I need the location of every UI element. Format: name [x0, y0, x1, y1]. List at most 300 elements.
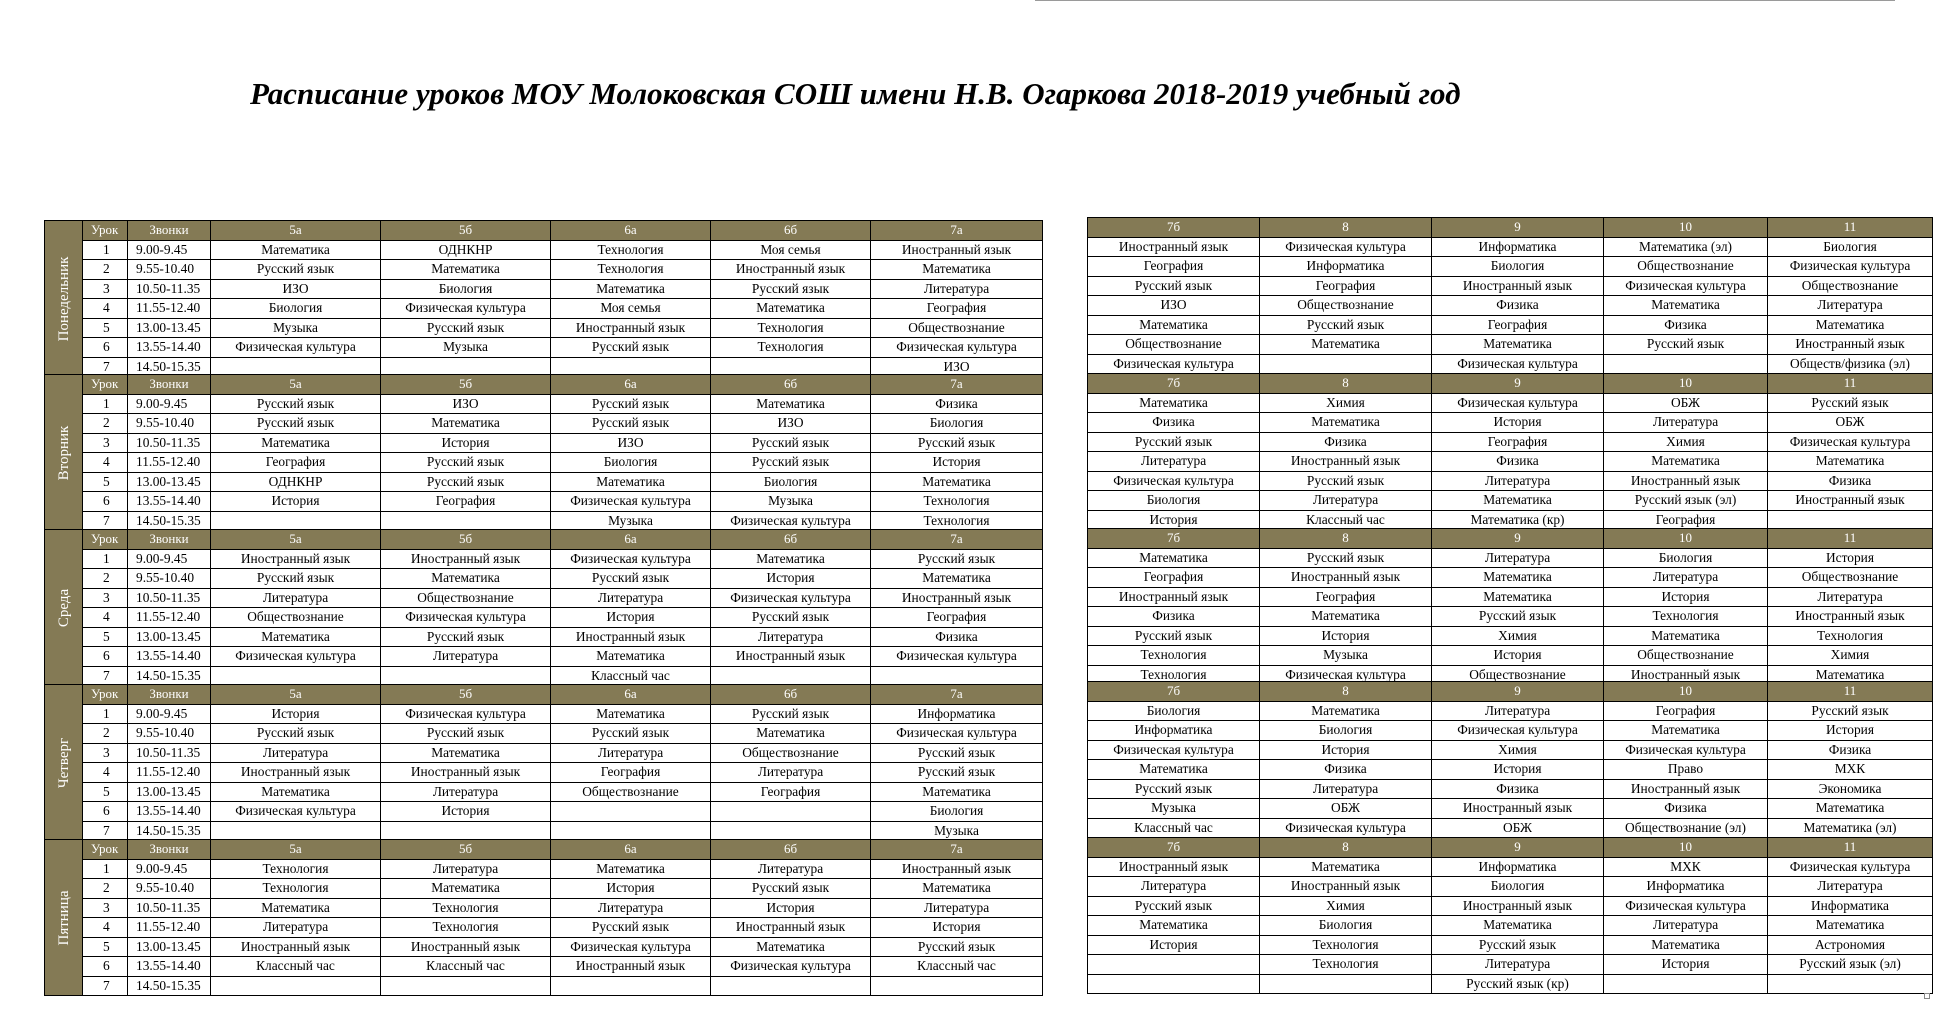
subject-cell — [1260, 974, 1432, 994]
column-header: 9 — [1432, 218, 1604, 238]
subject-cell: Иностранный язык — [1432, 896, 1604, 916]
schedule-table-left-day-3 — [44, 529, 1043, 686]
lesson-number: 5 — [83, 472, 128, 492]
header-row — [1088, 374, 1933, 394]
lesson-row — [1088, 315, 1933, 335]
column-header: Звонки — [128, 685, 211, 705]
subject-cell: Физическая культура — [1260, 665, 1432, 685]
subject-cell: Физическая культура — [871, 647, 1043, 667]
subject-cell: Русский язык — [711, 608, 871, 628]
lesson-row — [1088, 877, 1933, 897]
subject-cell: Физическая культура — [871, 724, 1043, 744]
subject-cell: Технология — [871, 511, 1043, 531]
lesson-number: 3 — [83, 279, 128, 299]
subject-cell: Иностранный язык — [381, 549, 551, 569]
lesson-number: 6 — [83, 492, 128, 512]
subject-cell: Информатика — [1088, 721, 1260, 741]
column-header: Звонки — [128, 840, 211, 860]
subject-cell: Обществознание — [1604, 646, 1768, 666]
subject-cell: Иностранный язык — [551, 627, 711, 647]
subject-cell: Иностранный язык — [551, 318, 711, 338]
subject-cell: Иностранный язык — [1432, 276, 1604, 296]
subject-cell: Обществознание (эл) — [1604, 818, 1768, 838]
subject-cell: Технология — [1768, 626, 1933, 646]
lesson-row — [45, 260, 1043, 280]
subject-cell: Физическая культура — [1768, 857, 1933, 877]
subject-cell: Математика (эл) — [1604, 237, 1768, 257]
subject-cell: География — [1260, 587, 1432, 607]
lesson-row — [1088, 955, 1933, 975]
subject-cell: Технология — [1604, 607, 1768, 627]
subject-cell: ОБЖ — [1604, 393, 1768, 413]
header-row — [1088, 218, 1933, 238]
subject-cell: Литература — [711, 627, 871, 647]
subject-cell: ИЗО — [211, 279, 381, 299]
column-header: Звонки — [128, 530, 211, 550]
subject-cell: Русский язык — [1604, 335, 1768, 355]
subject-cell: Физическая культура — [1432, 354, 1604, 374]
subject-cell: История — [1768, 721, 1933, 741]
subject-cell: История — [1088, 935, 1260, 955]
subject-cell — [1088, 974, 1260, 994]
subject-cell: Математика — [1432, 491, 1604, 511]
subject-cell: Математика — [871, 782, 1043, 802]
header-row — [1088, 838, 1933, 858]
lesson-row — [45, 898, 1043, 918]
column-header: 7а — [871, 375, 1043, 395]
lesson-row — [45, 549, 1043, 569]
subject-cell: Технология — [1260, 955, 1432, 975]
subject-cell: Литература — [1604, 916, 1768, 936]
subject-cell: Биология — [211, 299, 381, 319]
bell-time: 10.50-11.35 — [128, 433, 211, 453]
lesson-row — [45, 569, 1043, 589]
bell-time: 10.50-11.35 — [128, 743, 211, 763]
subject-cell: Биология — [1088, 491, 1260, 511]
column-header: 7а — [871, 840, 1043, 860]
subject-cell: Информатика — [1432, 237, 1604, 257]
column-header: 5б — [381, 530, 551, 550]
column-header: 7а — [871, 685, 1043, 705]
subject-cell: Математика — [871, 472, 1043, 492]
column-header: 6а — [551, 530, 711, 550]
subject-cell: Физическая культура — [1768, 257, 1933, 277]
subject-cell: Литература — [1260, 491, 1432, 511]
subject-cell: Русский язык — [871, 743, 1043, 763]
subject-cell: Литература — [551, 743, 711, 763]
column-header: 7а — [871, 221, 1043, 241]
column-header: 7б — [1088, 218, 1260, 238]
subject-cell: Иностранный язык — [1260, 568, 1432, 588]
subject-cell: Математика — [211, 433, 381, 453]
lesson-number: 2 — [83, 879, 128, 899]
column-header: Урок — [83, 685, 128, 705]
subject-cell: Русский язык — [871, 937, 1043, 957]
schedule-table-right-day-1 — [1087, 217, 1933, 374]
subject-cell: Информатика — [1260, 257, 1432, 277]
subject-cell: Литература — [381, 647, 551, 667]
bell-time: 11.55-12.40 — [128, 299, 211, 319]
column-header: 6б — [711, 530, 871, 550]
subject-cell: Физика — [1604, 799, 1768, 819]
subject-cell: Математика — [1768, 799, 1933, 819]
subject-cell: Физическая культура — [381, 299, 551, 319]
lesson-row — [1088, 740, 1933, 760]
bell-time: 14.50-15.35 — [128, 357, 211, 377]
lesson-row — [45, 743, 1043, 763]
bell-time: 9.00-9.45 — [128, 859, 211, 879]
subject-cell: Физическая культура — [711, 511, 871, 531]
subject-cell: Математика — [1604, 626, 1768, 646]
lesson-row — [1088, 276, 1933, 296]
column-header: 5а — [211, 221, 381, 241]
subject-cell: Математика — [1768, 315, 1933, 335]
subject-cell: Иностранный язык — [1768, 491, 1933, 511]
subject-cell: Математика — [871, 569, 1043, 589]
subject-cell: Музыка — [381, 338, 551, 358]
subject-cell: Иностранный язык — [1260, 452, 1432, 472]
subject-cell: Информатика — [1604, 877, 1768, 897]
subject-cell: Математика — [871, 879, 1043, 899]
subject-cell: Физическая культура — [1432, 721, 1604, 741]
subject-cell: Физика — [871, 394, 1043, 414]
subject-cell: Математика — [1088, 760, 1260, 780]
subject-cell: Иностранный язык — [551, 957, 711, 977]
subject-cell: Технология — [551, 240, 711, 260]
subject-cell: Информатика — [871, 704, 1043, 724]
subject-cell: Литература — [1088, 452, 1260, 472]
subject-cell: Технология — [1260, 935, 1432, 955]
subject-cell: Обществознание — [211, 608, 381, 628]
lesson-number: 5 — [83, 627, 128, 647]
subject-cell: Физика — [1432, 779, 1604, 799]
header-row — [1088, 682, 1933, 702]
lesson-row — [45, 704, 1043, 724]
subject-cell: Русский язык — [1260, 548, 1432, 568]
subject-cell: История — [1432, 760, 1604, 780]
lesson-row — [1088, 510, 1933, 530]
bell-time: 13.00-13.45 — [128, 782, 211, 802]
lesson-row — [1088, 296, 1933, 316]
bell-time: 14.50-15.35 — [128, 976, 211, 996]
subject-cell: Технология — [711, 338, 871, 358]
lesson-row — [45, 763, 1043, 783]
subject-cell — [551, 802, 711, 822]
subject-cell: Иностранный язык — [871, 859, 1043, 879]
page-title: Расписание уроков МОУ Молоковская СОШ имени Н.В. Огаркова 2018-2019 учебный год — [250, 76, 1461, 111]
subject-cell: Физическая культура — [1768, 432, 1933, 452]
subject-cell — [871, 666, 1043, 686]
schedule-table-right-day-4 — [1087, 681, 1933, 838]
subject-cell: Физическая культура — [871, 338, 1043, 358]
subject-cell — [711, 976, 871, 996]
subject-cell: Биология — [551, 453, 711, 473]
subject-cell: Математика — [1088, 548, 1260, 568]
subject-cell: Физическая культура — [1260, 237, 1432, 257]
lesson-row — [1088, 974, 1933, 994]
subject-cell: Математика — [381, 569, 551, 589]
bell-time: 11.55-12.40 — [128, 453, 211, 473]
subject-cell: Математика — [1604, 721, 1768, 741]
lesson-row — [45, 279, 1043, 299]
subject-cell: Физика — [1088, 607, 1260, 627]
subject-cell: Технология — [1088, 665, 1260, 685]
column-header: 6а — [551, 221, 711, 241]
subject-cell: Математика — [551, 279, 711, 299]
column-header: 6а — [551, 685, 711, 705]
subject-cell: Литература — [381, 782, 551, 802]
day-label: Вторник — [55, 425, 72, 480]
subject-cell: Русский язык — [871, 763, 1043, 783]
column-header: 10 — [1604, 682, 1768, 702]
subject-cell: Моя семья — [711, 240, 871, 260]
lesson-row — [1088, 626, 1933, 646]
bell-time: 11.55-12.40 — [128, 763, 211, 783]
lesson-number: 6 — [83, 957, 128, 977]
subject-cell — [1768, 510, 1933, 530]
subject-cell: Литература — [711, 859, 871, 879]
subject-cell: История — [711, 569, 871, 589]
lesson-row — [45, 338, 1043, 358]
subject-cell: Физическая культура — [381, 704, 551, 724]
bell-time: 9.55-10.40 — [128, 260, 211, 280]
subject-cell: География — [551, 763, 711, 783]
lesson-row — [45, 859, 1043, 879]
subject-cell: Экономика — [1768, 779, 1933, 799]
lesson-number: 4 — [83, 453, 128, 473]
day-cell — [45, 221, 83, 377]
subject-cell: История — [711, 898, 871, 918]
subject-cell: Литература — [1260, 779, 1432, 799]
subject-cell: Музыка — [1088, 799, 1260, 819]
subject-cell: Химия — [1260, 393, 1432, 413]
subject-cell: Математика — [711, 394, 871, 414]
subject-cell — [381, 976, 551, 996]
subject-cell: Иностранный язык — [1604, 779, 1768, 799]
subject-cell — [211, 821, 381, 841]
bell-time: 13.00-13.45 — [128, 627, 211, 647]
lesson-row — [45, 879, 1043, 899]
bell-time: 9.00-9.45 — [128, 240, 211, 260]
subject-cell: Биология — [1260, 721, 1432, 741]
subject-cell: География — [1432, 432, 1604, 452]
subject-cell: Музыка — [711, 492, 871, 512]
bell-time: 10.50-11.35 — [128, 588, 211, 608]
day-cell — [45, 375, 83, 531]
subject-cell: Физическая культура — [1088, 471, 1260, 491]
subject-cell: Русский язык — [1088, 779, 1260, 799]
lesson-row — [45, 724, 1043, 744]
bell-time: 13.00-13.45 — [128, 318, 211, 338]
lesson-row — [45, 957, 1043, 977]
column-header: 10 — [1604, 374, 1768, 394]
subject-cell: Биология — [871, 414, 1043, 434]
lesson-row — [45, 782, 1043, 802]
column-header: Звонки — [128, 221, 211, 241]
lesson-row — [1088, 646, 1933, 666]
column-header: 6б — [711, 840, 871, 860]
subject-cell: Математика — [381, 260, 551, 280]
subject-cell: Литература — [1604, 413, 1768, 433]
subject-cell: Химия — [1432, 626, 1604, 646]
subject-cell: Физика — [1768, 471, 1933, 491]
subject-cell: Право — [1604, 760, 1768, 780]
subject-cell: Литература — [1432, 701, 1604, 721]
subject-cell — [551, 976, 711, 996]
column-header: 6б — [711, 221, 871, 241]
bell-time: 10.50-11.35 — [128, 279, 211, 299]
subject-cell: Математика — [1432, 335, 1604, 355]
day-cell — [45, 685, 83, 841]
column-header: 8 — [1260, 838, 1432, 858]
bell-time: 9.00-9.45 — [128, 394, 211, 414]
subject-cell: Физика — [1260, 760, 1432, 780]
subject-cell: Литература — [1768, 587, 1933, 607]
subject-cell: Математика — [211, 240, 381, 260]
subject-cell: Физическая культура — [711, 588, 871, 608]
subject-cell: Информатика — [1432, 857, 1604, 877]
lesson-row — [1088, 568, 1933, 588]
subject-cell: Математика — [711, 299, 871, 319]
subject-cell: Математика — [711, 724, 871, 744]
subject-cell: Литература — [1088, 877, 1260, 897]
subject-cell: Технология — [1088, 646, 1260, 666]
subject-cell: Математика — [711, 549, 871, 569]
subject-cell: Литература — [211, 588, 381, 608]
lesson-row — [45, 821, 1043, 841]
lesson-row — [45, 511, 1043, 531]
column-header: 10 — [1604, 218, 1768, 238]
bell-time: 9.00-9.45 — [128, 704, 211, 724]
subject-cell: История — [211, 492, 381, 512]
subject-cell: Математика — [1604, 452, 1768, 472]
lesson-row — [45, 453, 1043, 473]
subject-cell: Иностранный язык — [211, 763, 381, 783]
column-header: 5б — [381, 840, 551, 860]
schedule-table-right-day-2 — [1087, 373, 1933, 530]
subject-cell: Биология — [871, 802, 1043, 822]
subject-cell: ИЗО — [551, 433, 711, 453]
bell-time: 13.00-13.45 — [128, 472, 211, 492]
subject-cell: Физическая культура — [1088, 354, 1260, 374]
schedule-table-right-day-5 — [1087, 837, 1933, 994]
lesson-row — [45, 433, 1043, 453]
column-header: 11 — [1768, 218, 1933, 238]
subject-cell: Литература — [551, 898, 711, 918]
subject-cell: Классный час — [1088, 818, 1260, 838]
subject-cell: История — [381, 802, 551, 822]
subject-cell: География — [871, 608, 1043, 628]
lesson-number: 1 — [83, 859, 128, 879]
subject-cell: Химия — [1768, 646, 1933, 666]
lesson-number: 4 — [83, 608, 128, 628]
subject-cell: Русский язык — [1088, 896, 1260, 916]
column-header: Урок — [83, 840, 128, 860]
subject-cell: Математика — [1260, 335, 1432, 355]
subject-cell — [381, 511, 551, 531]
column-header: 5а — [211, 840, 381, 860]
subject-cell: Русский язык — [211, 260, 381, 280]
subject-cell: География — [871, 299, 1043, 319]
lesson-row — [45, 802, 1043, 822]
bell-time: 14.50-15.35 — [128, 666, 211, 686]
subject-cell: Технология — [381, 898, 551, 918]
lesson-number: 5 — [83, 937, 128, 957]
subject-cell: Биология — [1260, 916, 1432, 936]
lesson-row — [1088, 587, 1933, 607]
column-header: 7б — [1088, 682, 1260, 702]
subject-cell: Математика — [1088, 916, 1260, 936]
subject-cell: Музыка — [551, 511, 711, 531]
subject-cell: Классный час — [381, 957, 551, 977]
lesson-row — [45, 240, 1043, 260]
subject-cell: Иностранный язык — [1260, 877, 1432, 897]
lesson-row — [1088, 257, 1933, 277]
subject-cell: Иностранный язык — [711, 260, 871, 280]
subject-cell: Технология — [711, 318, 871, 338]
subject-cell: Литература — [551, 588, 711, 608]
subject-cell: Математика — [381, 743, 551, 763]
subject-cell: География — [1604, 510, 1768, 530]
subject-cell: Физическая культура — [711, 957, 871, 977]
column-header: 5а — [211, 530, 381, 550]
header-row — [45, 685, 1043, 705]
subject-cell: Физика — [1260, 432, 1432, 452]
subject-cell: Моя семья — [551, 299, 711, 319]
subject-cell: Математика — [551, 859, 711, 879]
subject-cell: Русский язык — [551, 394, 711, 414]
lesson-row — [1088, 354, 1933, 374]
lesson-row — [1088, 799, 1933, 819]
lesson-row — [1088, 607, 1933, 627]
subject-cell: Физика — [1768, 740, 1933, 760]
lesson-row — [45, 608, 1043, 628]
subject-cell — [1088, 955, 1260, 975]
subject-cell: История — [551, 608, 711, 628]
day-label: Среда — [55, 588, 72, 627]
column-header: Урок — [83, 375, 128, 395]
lesson-number: 4 — [83, 918, 128, 938]
lesson-number: 2 — [83, 260, 128, 280]
header-row — [45, 375, 1043, 395]
subject-cell: Математика — [381, 414, 551, 434]
subject-cell: История — [1088, 510, 1260, 530]
lesson-row — [1088, 935, 1933, 955]
subject-cell: ИЗО — [381, 394, 551, 414]
subject-cell: Русский язык — [1260, 315, 1432, 335]
subject-cell: МХК — [1768, 760, 1933, 780]
subject-cell: Классный час — [871, 957, 1043, 977]
subject-cell: Обществознание — [711, 743, 871, 763]
subject-cell: Физическая культура — [211, 338, 381, 358]
column-header: 10 — [1604, 838, 1768, 858]
lesson-number: 2 — [83, 414, 128, 434]
subject-cell: Технология — [551, 260, 711, 280]
column-header: 11 — [1768, 682, 1933, 702]
subject-cell: Обществознание — [1432, 665, 1604, 685]
subject-cell: Математика — [1768, 452, 1933, 472]
lesson-number: 6 — [83, 802, 128, 822]
subject-cell: Химия — [1432, 740, 1604, 760]
day-cell — [45, 530, 83, 686]
lesson-number: 7 — [83, 666, 128, 686]
lesson-row — [1088, 760, 1933, 780]
day-label: Понедельник — [55, 256, 72, 341]
subject-cell: Русский язык — [711, 879, 871, 899]
subject-cell: Русский язык — [711, 453, 871, 473]
column-header: 8 — [1260, 529, 1432, 549]
subject-cell: Математика — [1768, 665, 1933, 685]
